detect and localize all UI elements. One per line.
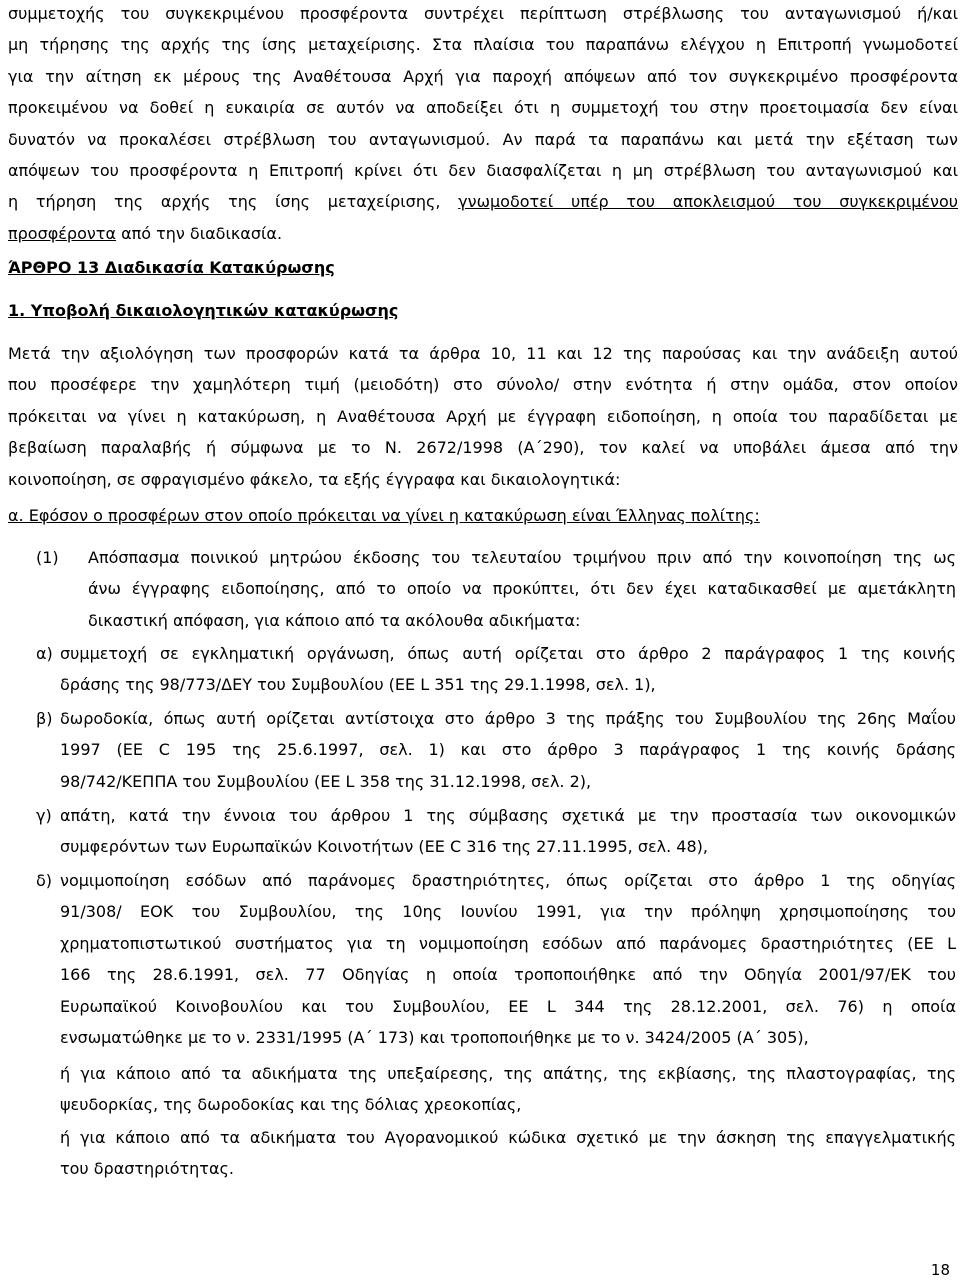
text-line: ή για κάποιο από τα αδικήματα του Αγορανομικού κώδικα σχετικό με την άσκηση της επαγγελματικής — [60, 1128, 956, 1147]
text-line: συμφερόντων των Ευρωπαϊκών Κοινοτήτων (ΕΕ C 316 της 27.11.1995, σελ. 48), — [60, 837, 708, 857]
text-line: που προσέφερε την χαμηλότερη τιμή (μειοδότη) στο σύνολο/ στην ενότητα ή στην ομάδα, στον οποίον — [8, 375, 958, 395]
text-line: ή για κάποιο από τα αδικήματα της υπεξαίρεσης, της απάτης, της εκβίασης, της πλαστογραφίας, της — [60, 1064, 956, 1083]
text-line: Απόσπασμα ποινικού μητρώου έκδοσης του τελευταίου τριμήνου πριν από την κοινοποίηση της ως — [88, 548, 956, 567]
text-line: ενσωματώθηκε με το ν. 2331/1995 (Α΄ 173) και τροποποιήθηκε με το ν. 3424/2005 (Α΄ 305), — [60, 1028, 809, 1048]
text-line: Ευρωπαϊκού Κοινοβουλίου και του Συμβουλίου, ΕΕ L 344 της 28.12.2001, σελ. 76) η οποία — [60, 996, 956, 1016]
article-heading: ΆΡΘΡΟ 13 Διαδικασία Κατακύρωσης — [8, 258, 335, 277]
text-line: χρηματοπιστωτικού συστήματος για τη νομιμοποίηση εσόδων από παράνομες δραστηριότητες (ΕΕ L — [60, 933, 956, 953]
text-line: απάτη, κατά την έννοια του άρθρου 1 της σύμβασης σχετικά με την προστασία των οικονομικών — [60, 806, 956, 825]
text-line: συμμετοχής του συγκεκριμένου προσφέροντα συντρέχει περίπτωση στρέβλωσης του ανταγωνισμού ή/και — [8, 4, 958, 23]
text-line: μη τήρησης της αρχής της ίσης μεταχείρισης. Στα πλαίσια του παραπάνω ελέγχου η Επιτροπή γνωμοδοτεί — [8, 35, 958, 55]
text-line: του δραστηριότητας. — [60, 1159, 234, 1179]
list-marker: (1) — [36, 548, 59, 567]
text-line: δράσης της 98/773/ΔΕΥ του Συμβουλίου (ΕΕ L 351 της 29.1.1998, σελ. 1), — [60, 675, 656, 695]
intro-paragraph — [8, 0, 958, 249]
underlined-fragment: γνωμοδοτεί υπέρ του αποκλεισμού του συγκεκριμένου — [458, 192, 958, 212]
text-line: δυνατόν να προκαλέσει στρέβλωση του ανταγωνισμού. Αν παρά τα παραπάνω και μετά την εξέταση των — [8, 129, 958, 149]
text-line: Μετά την αξιολόγηση των προσφορών κατά τα άρθρα 10, 11 και 12 της παρούσας και την ανάδειξη αυτού — [8, 344, 958, 363]
section-heading: 1. Υποβολή δικαιολογητικών κατακύρωσης — [8, 301, 399, 320]
list-marker: α) — [36, 644, 53, 663]
text-line: κοινοποίηση, σε σφραγισμένο φάκελο, τα εξής έγγραφα και δικαιολογητικά: — [8, 469, 621, 489]
list-marker: δ) — [36, 871, 53, 890]
text-line: 1997 (ΕΕ C 195 της 25.6.1997, σελ. 1) και στο άρθρο 3 παράγραφος 1 της κοινής δράσης — [60, 740, 956, 760]
text-fragment: από την διαδικασία. — [115, 223, 283, 243]
text-line: απόψεων του προσφέροντα η Επιτροπή κρίνει ότι δεν διασφαλίζεται η μη στρέβλωση του ανταγωνισμού και — [8, 161, 958, 181]
list-heading-a: α. Εφόσον ο προσφέρων στον οποίο πρόκειται να γίνει η κατακύρωση είναι Έλληνας πολίτης: — [8, 506, 760, 525]
text-line: άνω έγγραφης ειδοποίησης, από το οποίο να προκύπτει, ότι δεν έχει καταδικασθεί με αμετάκλητη — [88, 579, 956, 599]
list-marker: β) — [36, 709, 53, 728]
text-line — [8, 218, 958, 249]
text-line: προκειμένου να δοθεί η ευκαιρία σε αυτόν να αποδείξει ότι η συμμετοχή του στην προετοιμασία δεν είναι — [8, 98, 958, 118]
list-marker: γ) — [36, 806, 52, 825]
text-line: πρόκειται να γίνει η κατακύρωση, η Αναθέτουσα Αρχή με έγγραφη ειδοποίηση, η οποία του παραδίδεται με — [8, 406, 958, 426]
text-line: ψευδορκίας, της δωροδοκίας και της δόλιας χρεοκοπίας, — [60, 1095, 522, 1115]
text-line: 98/742/ΚΕΠΠΑ του Συμβουλίου (ΕΕ L 358 της 31.12.1998, σελ. 2), — [60, 771, 592, 791]
text-line: 166 της 28.6.1991, σελ. 77 Οδηγίας η οποία τροποποιήθηκε από την Οδηγία 2001/97/ΕΚ του — [60, 965, 956, 985]
text-line: 91/308/ ΕΟΚ του Συμβουλίου, της 10ης Ιουνίου 1991, για την πρόληψη χρησιμοποίησης του — [60, 902, 956, 922]
text-line: δωροδοκία, όπως αυτή ορίζεται αντίστοιχα στο άρθρο 3 της πράξης του Συμβουλίου της 26ης Μαΐου — [60, 709, 956, 728]
text-line: συμμετοχή σε εγκληματική οργάνωση, όπως αυτή ορίζεται στο άρθρο 2 παράγραφος 1 της κοινής — [60, 644, 956, 663]
text-fragment: η τήρηση της αρχής της ίσης μεταχείρισης, — [8, 192, 459, 212]
text-line: βεβαίωση παραλαβής ή σύμφωνα με το Ν. 2672/1998 (Α΄290), τον καλεί να υποβάλει άμεσα από την — [8, 438, 958, 458]
text-line: για την αίτηση εκ μέρους της Αναθέτουσα Αρχή για παροχή απόψεων από τον συγκεκριμένο προσφέροντα — [8, 66, 958, 86]
text-line: δικαστική απόφαση, για κάποιο από τα ακόλουθα αδικήματα: — [88, 610, 581, 630]
section-paragraph — [8, 338, 958, 495]
text-line — [8, 186, 958, 217]
underlined-fragment: προσφέροντα — [8, 223, 116, 243]
page-number: 18 — [930, 1261, 950, 1279]
text-line: νομιμοποίηση εσόδων από παράνομες δραστηριότητες, όπως ορίζεται στο άρθρο 1 της οδηγίας — [60, 871, 956, 890]
